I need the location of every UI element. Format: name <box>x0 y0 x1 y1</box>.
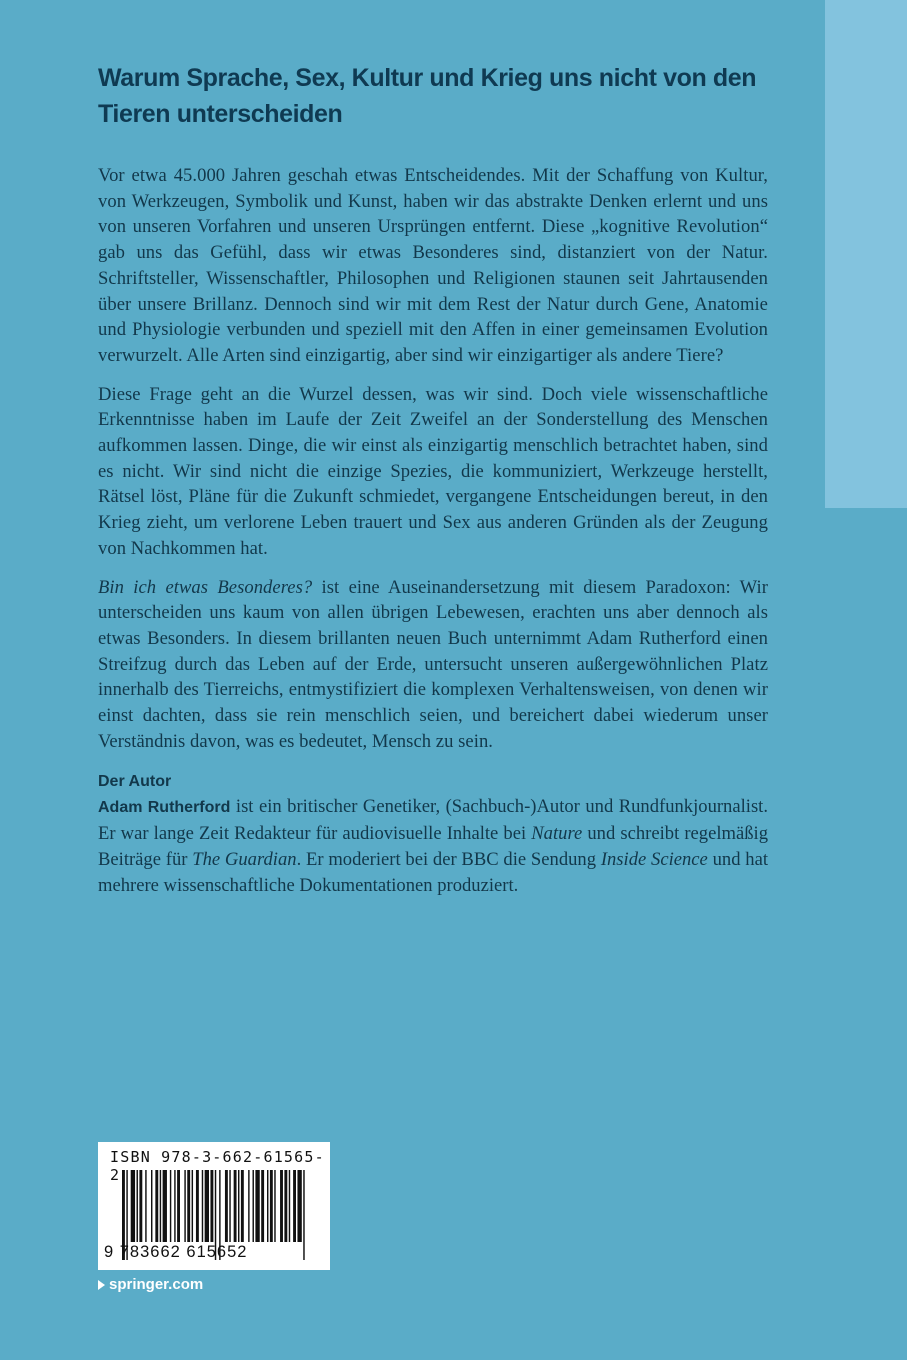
barcode-bar <box>184 1170 185 1242</box>
barcode-bar <box>145 1170 146 1242</box>
barcode-bar <box>303 1170 304 1260</box>
publisher-url: springer.com <box>109 1276 204 1293</box>
barcode-bar <box>293 1170 296 1242</box>
publication-guardian: The Guardian <box>192 848 297 870</box>
barcode-bar <box>202 1170 203 1242</box>
barcode-bar <box>131 1170 135 1242</box>
barcode-bar <box>297 1170 301 1242</box>
author-bio-text-4: und hat mehrere wissenschaftliche Dokumentationen produziert. <box>98 848 768 896</box>
barcode-bar <box>280 1170 283 1242</box>
isbn-barcode <box>98 1142 330 1270</box>
barcode-bar <box>170 1170 171 1242</box>
isbn-label: ISBN 978-3-662-61565-2 <box>110 1148 325 1184</box>
barcode-bar <box>210 1170 213 1242</box>
barcode-bar <box>274 1170 275 1242</box>
barcode-bar <box>151 1170 152 1242</box>
barcode-bar <box>261 1170 264 1242</box>
author-bio-text-1: ist ein britischer Genetiker, (Sachbuch-)Autor und Rundfunkjournalist. Er war lange Zeit Redakteur für audiovisuelle Inhalte bei <box>98 796 768 845</box>
publication-nature: Nature <box>531 823 583 845</box>
paragraph-3 <box>98 575 768 755</box>
barcode-bar <box>284 1170 287 1242</box>
barcode-bar <box>137 1170 138 1242</box>
barcode-bar <box>289 1170 290 1242</box>
author-bio <box>98 794 768 898</box>
barcode-bar <box>270 1170 273 1242</box>
barcode-bar <box>155 1170 158 1242</box>
paragraph-1: Vor etwa 45.000 Jahren geschah etwas Entscheidendes. Mit der Schaffung von Kultur, von Werkzeugen, Symbolik und Kunst, haben wir das abstrakte Denken erlernt und uns von unseren Vorfahren und unseren Ursprüngen entfernt. Diese „kognitive Revolution“ gab uns das Gefühl, dass wir etwas Besonderes sind, distanziert von der Natur. Schriftsteller, Wissenschaftler, Philosophen und Religionen staunen seit Jahrtausenden über unsere Brillanz. Dennoch sind wir mit dem Rest der Natur durch Gene, Anatomie und Physiologie verbunden und speziell mit den Affen in einer gemeinsamen Evolution verwurzelt. Alle Arten sind einzigartig, aber sind wir einzigartiger als andere Tiere? <box>98 165 768 366</box>
barcode-bar <box>225 1170 228 1242</box>
barcode-bar <box>241 1170 244 1242</box>
spine-strip <box>825 0 907 508</box>
barcode-bar <box>187 1170 190 1242</box>
book-title-italic: Bin ich etwas Besonderes? <box>98 576 313 598</box>
publisher-link[interactable] <box>98 1276 203 1293</box>
arrow-right-icon <box>98 1280 105 1290</box>
barcode-bar <box>234 1170 237 1242</box>
barcode-digits: 9 783662 615652 <box>104 1243 248 1261</box>
paragraph-2: Diese Frage geht an die Wurzel dessen, was wir sind. Doch viele wissenschaftliche Erkenntnisse haben im Laufe der Zeit Zweifel an der Sonderstellung des Menschen aufkommen lassen. Dinge, die wir einst als einzigartig menschlich betrachtet haben, sind es nicht. Wir sind nicht die einzige Spezies, die kommuniziert, Werkzeuge herstellt, Rätsel löst, Pläne für die Zukunft schmiedet, vergangene Entscheidungen bereut, in den Krieg zieht, um verlorene Leben trauert und Sex aus anderen Gründen als der Zeugung von Nachkommen hat. <box>98 383 768 559</box>
paragraph-3-text: ist eine Auseinandersetzung mit diesem Paradoxon: Wir unterscheiden uns kaum von allen übrigen Lebewesen, erachten uns aber dennoch als etwas Besonders. In diesem brillanten neuen Buch unternimmt Adam Rutherford einen Streifzug durch das Leben auf der Erde, untersucht unseren außergewöhnlichen Platz innerhalb des Tierreichs, entmystifiziert die komplexen Verhaltensweisen, von denen wir einst dachten, dass sie rein menschlich seien, und bereichert dabei wiederum unser Verständnis davon, was es bedeutet, Mensch zu sein. <box>98 576 768 752</box>
barcode-bar <box>192 1170 193 1242</box>
barcode-bar <box>174 1170 175 1242</box>
barcode-bar <box>248 1170 249 1242</box>
show-inside-science: Inside Science <box>600 848 708 870</box>
barcode-bar <box>177 1170 180 1242</box>
author-bio-text-2: und schreibt regelmäßig Beiträge für <box>98 823 768 870</box>
author-name: Adam Rutherford <box>98 799 231 817</box>
author-bio-text-3: . Er moderiert bei der BBC die Sendung <box>296 848 601 870</box>
barcode-bar <box>267 1170 268 1242</box>
barcode-bar <box>238 1170 239 1242</box>
barcode-bar <box>139 1170 142 1242</box>
barcode-bar <box>255 1170 259 1242</box>
barcode-bar <box>163 1170 167 1242</box>
barcode-bar <box>205 1170 209 1242</box>
author-heading: Der Autor <box>98 773 172 791</box>
barcode-bar <box>253 1170 254 1242</box>
back-cover-text <box>98 60 768 898</box>
headline: Warum Sprache, Sex, Kultur und Krieg uns nicht von den Tieren unterscheiden <box>98 64 757 128</box>
barcode-bar <box>196 1170 199 1242</box>
barcode-bar <box>160 1170 161 1242</box>
barcode-bar <box>229 1170 230 1242</box>
